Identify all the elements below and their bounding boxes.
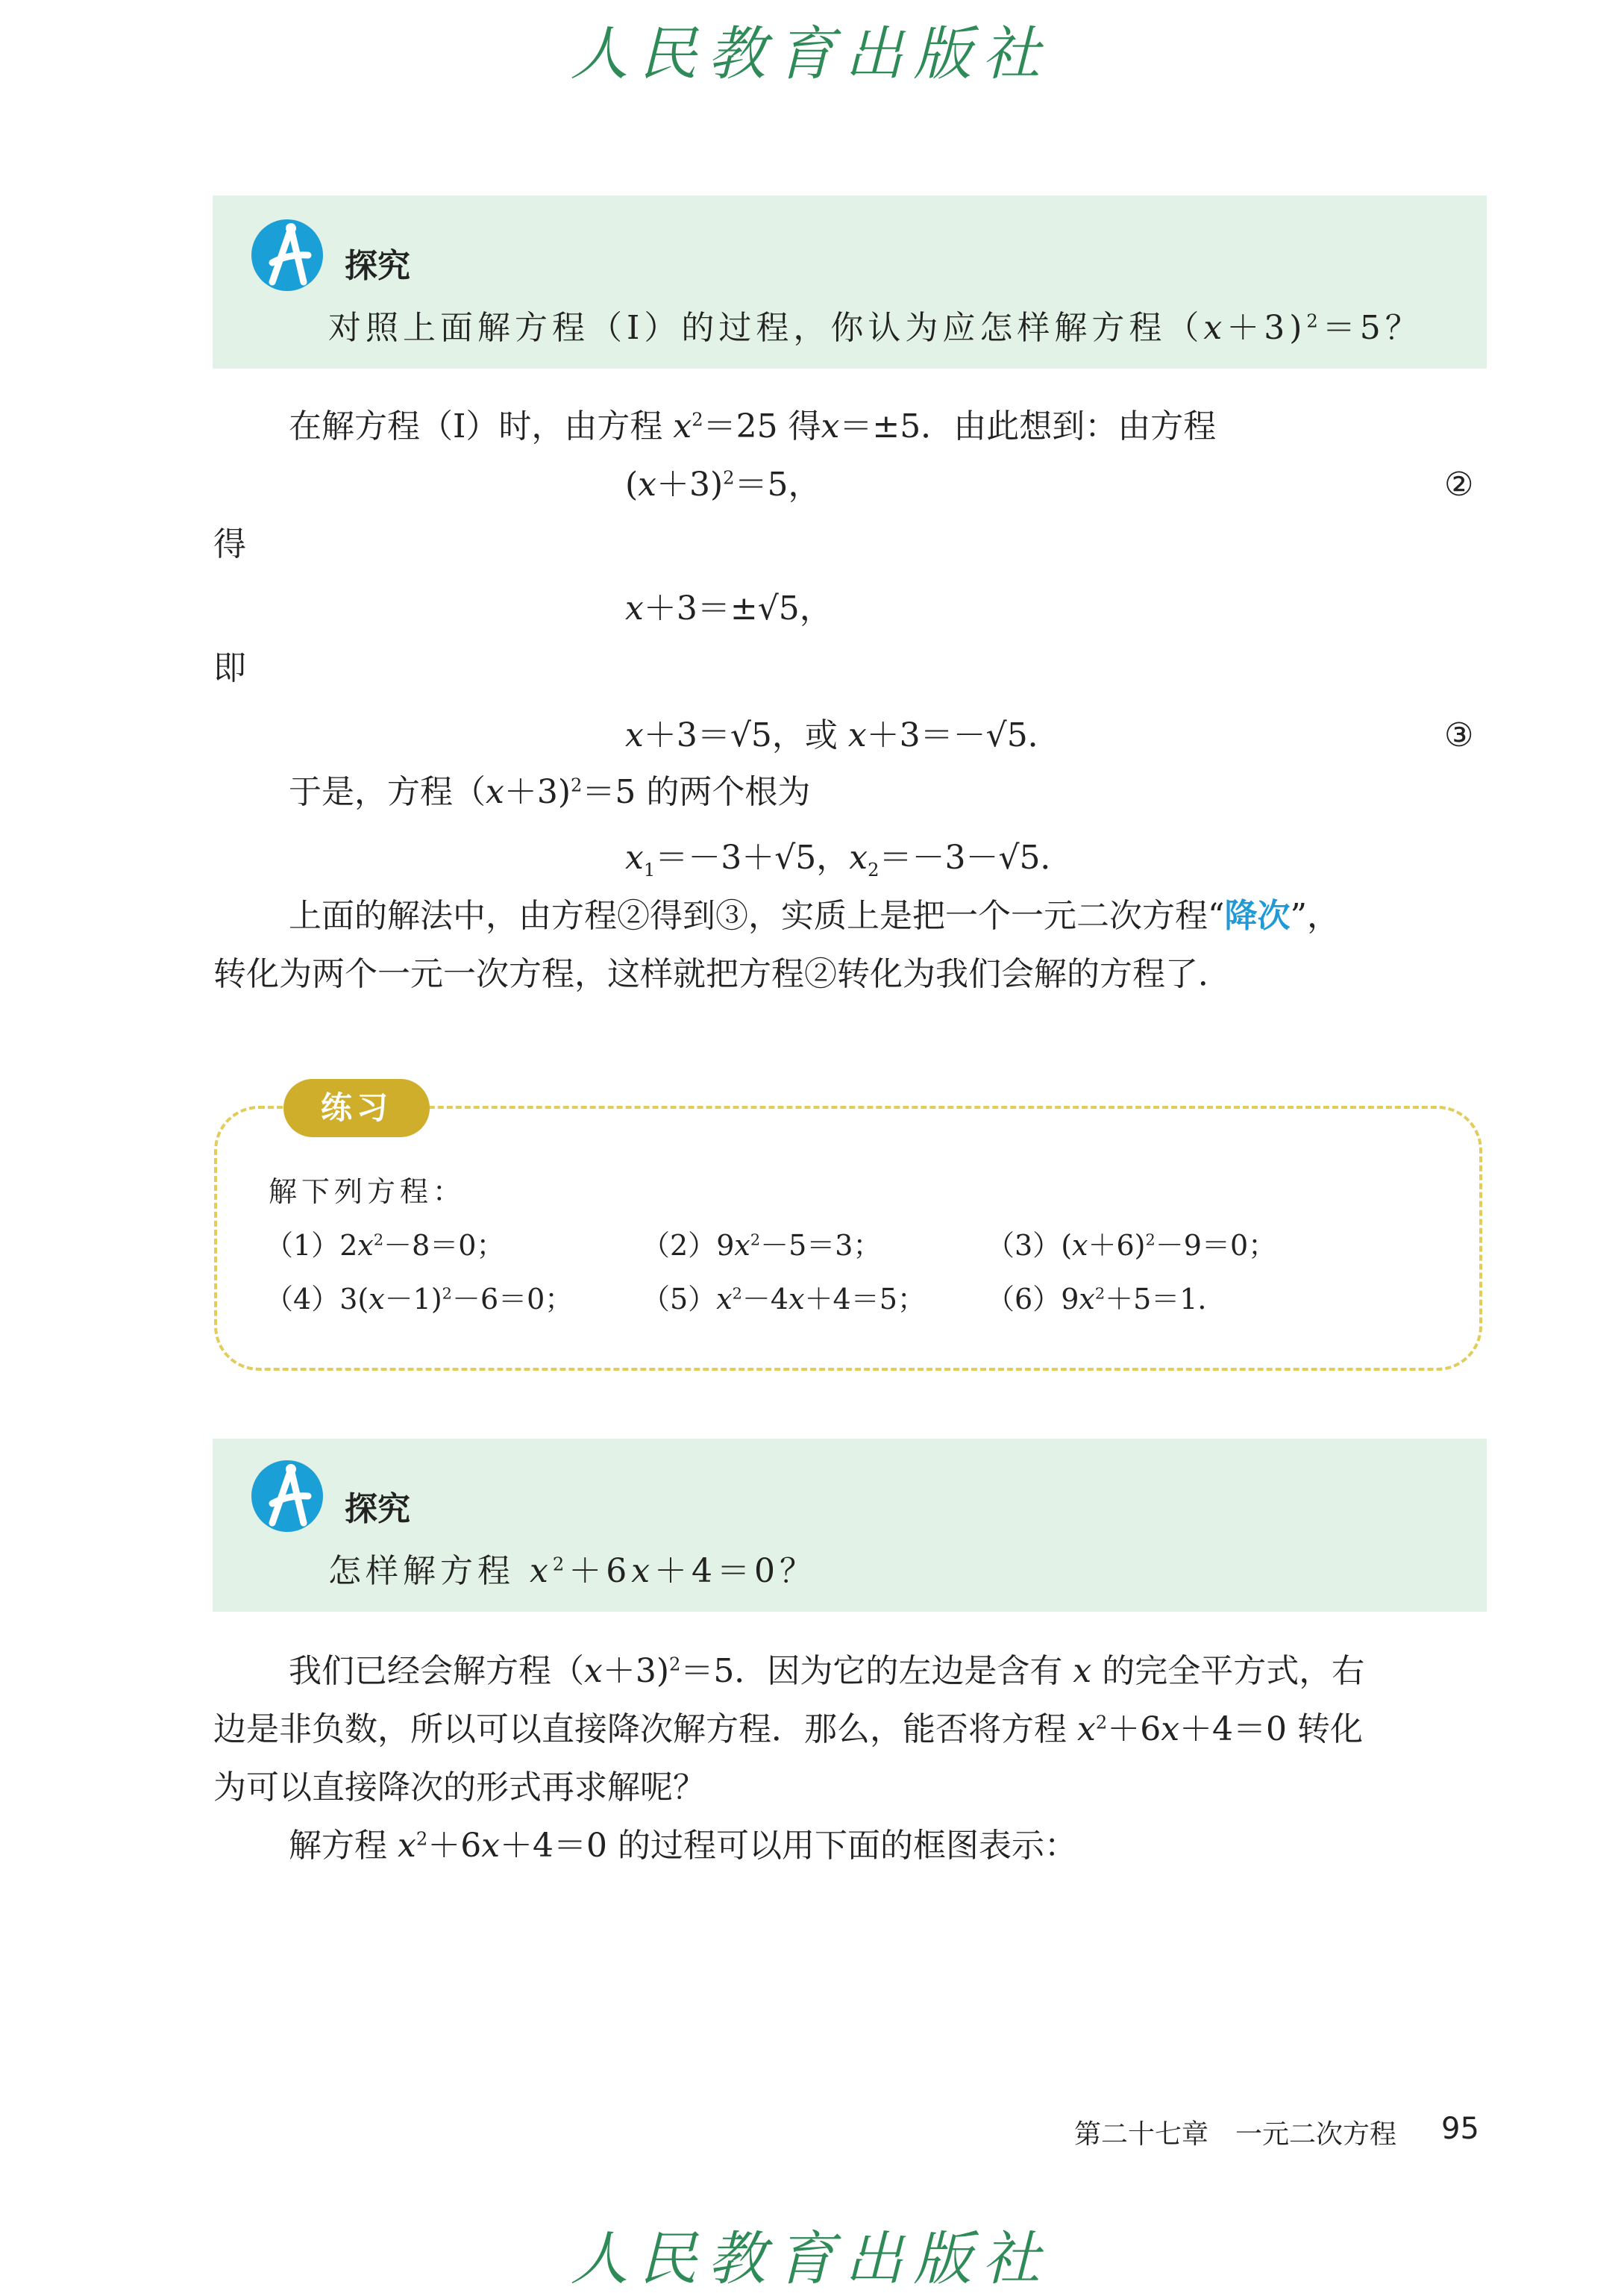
practice-item-3: $(3)(x+6)^2-9=0$； — [986, 1229, 1277, 1262]
practice-item-4: $(4)3(x-1)^2-6=0$； — [265, 1283, 574, 1316]
roots-equation: $x_1=-3+√5$，$x_2=-3-√5$． — [625, 839, 1073, 880]
paragraph-line: 于是，方程（x＋3)$^2$＝5 的两个根为 — [289, 773, 811, 811]
word-ji: 即 — [213, 649, 246, 687]
compass-explore-icon — [250, 1459, 324, 1533]
word-de: 得 — [213, 525, 246, 563]
practice-badge: 练习 — [283, 1079, 430, 1137]
paragraph-line: 在解方程（Ⅰ）时，由方程 $x^2=25$ 得x＝±5．由此想到：由方程 — [289, 407, 1217, 445]
practice-item-6: $(6)9x^2+5=1$． — [986, 1283, 1226, 1316]
equation-2: $(x+3)^2=5$， — [625, 466, 821, 504]
paragraph-line: 解方程 $x^2+6x+4=0$ 的过程可以用下面的框图表示： — [289, 1827, 1078, 1865]
explore-title-2: 探究 — [345, 1490, 410, 1528]
equation-3: x＋3＝√5，或 x＋3＝－√5． — [625, 716, 1061, 754]
explore-question-1: 对照上面解方程（Ⅰ）的过程，你认为应怎样解方程（x＋3)$^2$＝5？ — [328, 309, 1423, 347]
paragraph-line: 为可以直接降次的形式再求解呢？ — [213, 1768, 706, 1807]
chapter-footer: 第二十七章 一元二次方程 — [1074, 2119, 1397, 2150]
practice-item-2: $(2)9x^2-5=3$； — [642, 1229, 882, 1262]
paragraph-line: 边是非负数，所以可以直接降次解方程．那么，能否将方程 $x^2+6x+4=0$ 转化 — [213, 1710, 1364, 1748]
practice-item-1: $(1)2x^2-8=0$； — [265, 1229, 505, 1262]
paragraph-line: 我们已经会解方程（x＋3)$^2$＝5．因为它的左边是含有 x 的完全平方式，右 — [289, 1652, 1365, 1690]
explore-title-1: 探究 — [345, 247, 410, 285]
practice-intro: 解下列方程： — [269, 1175, 466, 1208]
paragraph-line: 上面的解法中，由方程②得到③，实质上是把一个一元二次方程“降次”， — [289, 897, 1340, 935]
explore-question-2: 怎样解方程 $x^2+6x+4=0$？ — [328, 1552, 818, 1590]
page-number: 95 — [1441, 2112, 1479, 2146]
equation-pm: x＋3＝±√5， — [625, 589, 833, 628]
compass-explore-icon — [250, 218, 324, 293]
publisher-header: 人民教育出版社 — [570, 21, 1051, 88]
equation-tag-3: ③ — [1444, 716, 1474, 754]
equation-tag-2: ② — [1444, 466, 1474, 504]
publisher-footer: 人民教育出版社 — [570, 2226, 1051, 2293]
practice-item-5: $(5)x^2-4x+4=5$； — [642, 1283, 926, 1316]
paragraph-line: 转化为两个一元一次方程，这样就把方程②转化为我们会解的方程了． — [213, 955, 1231, 993]
